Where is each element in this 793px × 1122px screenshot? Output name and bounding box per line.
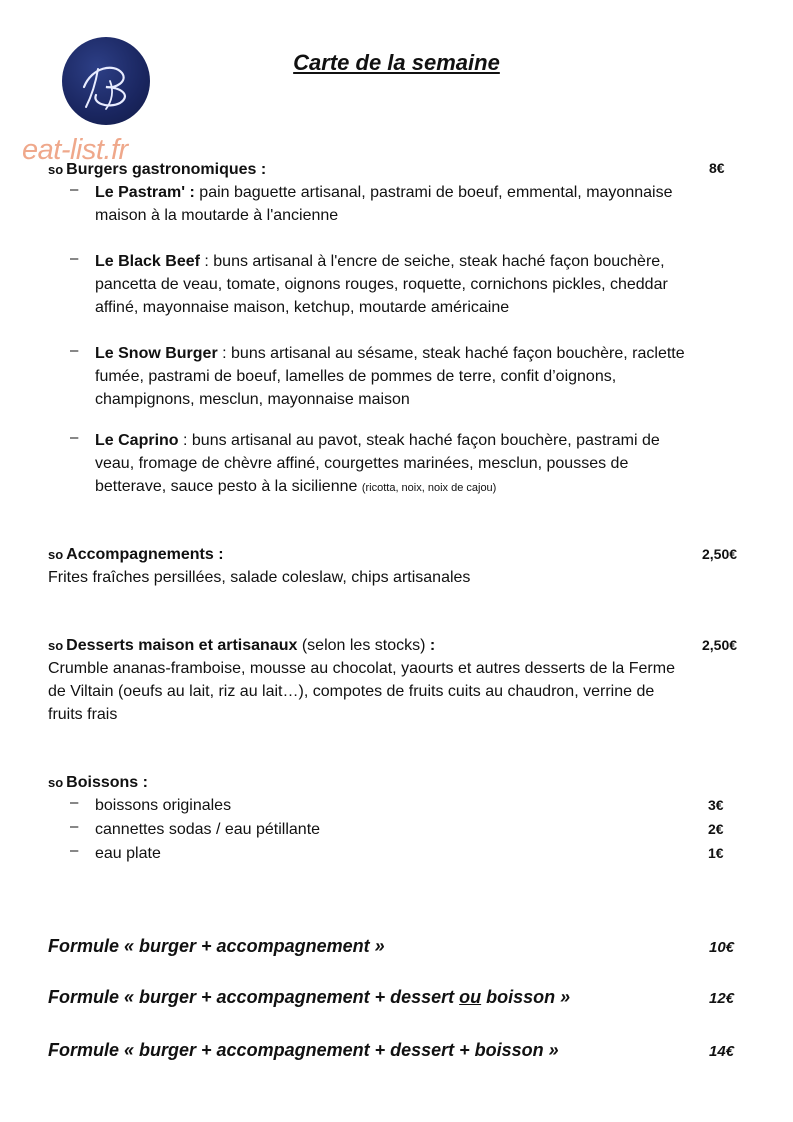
underlined-ou: ou: [459, 987, 482, 1007]
formule-line: Formule « burger + accompagnement + dessert ou boisson »: [48, 987, 571, 1007]
bullet-symbol: so: [48, 638, 64, 653]
burgers-heading: so Burgers gastronomiques :: [48, 161, 267, 178]
burger-name: Le Snow Burger: [95, 345, 218, 362]
accompagnements-price: 2,50€: [702, 546, 738, 562]
bullet-symbol: so: [48, 775, 64, 790]
dash-bullet: –: [70, 794, 79, 811]
accompagnements-text: Frites fraîches persillées, salade coleslaw, chips artisanales: [48, 569, 471, 586]
bullet-symbol: so: [48, 547, 64, 562]
watermark-text: eat-list.fr: [22, 134, 128, 166]
boisson-price: 1€: [708, 845, 724, 861]
boisson-label: boissons originales: [95, 797, 232, 814]
formule-price: 12€: [709, 990, 735, 1007]
dash-bullet: –: [70, 818, 79, 835]
accompagnements-heading: so Accompagnements :: [48, 546, 224, 563]
desserts-price: 2,50€: [702, 637, 738, 653]
burger-name: Le Caprino: [95, 432, 179, 449]
boisson-label: cannettes sodas / eau pétillante: [95, 821, 321, 838]
dash-bullet: –: [70, 181, 79, 198]
boisson-price: 2€: [708, 821, 724, 837]
dash-bullet: –: [70, 250, 79, 267]
ingredient-note: (ricotta, noix, noix de cajou): [361, 482, 497, 494]
desserts-heading: so Desserts maison et artisanaux (selon les stocks) :: [48, 637, 436, 654]
burger-name: Le Pastram' :: [95, 184, 195, 201]
dash-bullet: –: [70, 342, 79, 359]
boisson-price: 3€: [708, 797, 724, 813]
formule-line: Formule « burger + accompagnement + dessert + boisson »: [48, 1040, 559, 1060]
burgers-price: 8€: [709, 160, 725, 176]
burger-description: Le Caprino : buns artisanal au pavot, steak haché façon bouchère, pastrami de veau, fromage de chèvre affiné, courgettes marinées, mesclun, pousses de betterave, sauce pesto à la sicilienne (ricotta, noix, noix de cajou): [95, 432, 660, 495]
burger-description: Le Pastram' : pain baguette artisanal, pastrami de boeuf, emmental, mayonnaise maison à la moutarde à l'ancienne: [95, 184, 673, 224]
dash-bullet: –: [70, 842, 79, 859]
dash-bullet: –: [70, 429, 79, 446]
bullet-symbol: so: [48, 162, 64, 177]
boissons-heading: so Boissons :: [48, 774, 148, 791]
page-title: Carte de la semaine: [293, 50, 500, 75]
desserts-text: Crumble ananas-framboise, mousse au chocolat, yaourts et autres desserts de la Ferme de Viltain (oeufs au lait, riz au lait…), compotes de fruits cuits au chaudron, verrine de fruits frais: [48, 660, 675, 723]
boisson-label: eau plate: [95, 845, 161, 862]
burger-name: Le Black Beef: [95, 253, 200, 270]
formule-price: 14€: [709, 1043, 735, 1060]
burger-description: Le Snow Burger : buns artisanal au sésame, steak haché façon bouchère, raclette fumée, pastrami de boeuf, lamelles de pommes de terre, confit d’oignons, champignons, mesclun, mayonnaise maison: [95, 345, 685, 408]
formule-line: Formule « burger + accompagnement »: [48, 936, 385, 956]
formule-price: 10€: [709, 939, 735, 956]
burger-description: Le Black Beef : buns artisanal à l'encre de seiche, steak haché façon bouchère, pancetta de veau, tomate, oignons rouges, roquette, cornichons pickles, cheddar affiné, mayonnaise maison, ketchup, moutarde américaine: [95, 253, 668, 316]
